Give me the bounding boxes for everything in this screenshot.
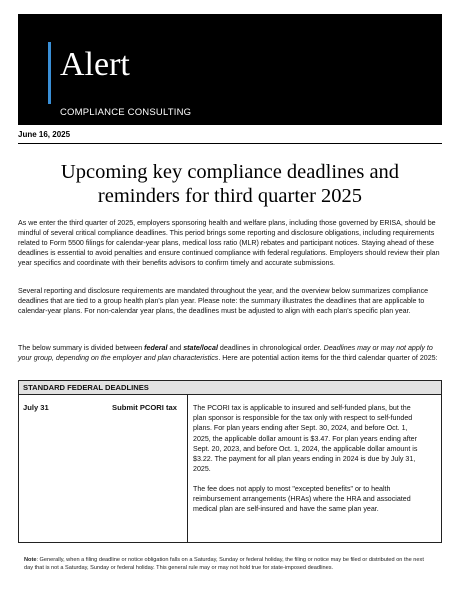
note-label: Note bbox=[24, 557, 37, 563]
deadline-item: Submit PCORI tax bbox=[112, 403, 177, 412]
intro-paragraph: As we enter the third quarter of 2025, employers sponsoring health and welfare plans, including those governed by ERISA, should be mindful of several critical compliance deadlines. This period brings some reporting and disclosure obligations, including requirements related to Form 5500 filings for calendar-year plans, medical loss ratio (MLR) rebates and participant notices. Staying ahead of these deadlines is essential to avoid penalties and ensure continued compliance with federal regulations. Employers should review their plan year specifics and coordinate with their benefits advisors to confirm timely and accurate submissions. bbox=[18, 219, 440, 267]
state-local-emphasis: state/local bbox=[183, 344, 218, 352]
deadline-date: July 31 bbox=[23, 403, 49, 412]
footnote bbox=[24, 556, 434, 572]
accent-bar bbox=[48, 42, 51, 104]
alert-banner bbox=[18, 14, 442, 125]
table-row bbox=[19, 395, 441, 542]
table-header bbox=[19, 381, 441, 395]
federal-emphasis: federal bbox=[144, 344, 168, 352]
divider bbox=[18, 143, 442, 144]
summary-italic: Deadlines may or may not apply to your group, depending on the employer and plan characteristics bbox=[18, 344, 433, 362]
summary-paragraph bbox=[18, 343, 442, 363]
description-paragraph: The fee does not apply to most "excepted benefits" or to health reimbursement arrangements (HRAs) where the HRA and associated medical plan are self-insured and have the same plan year. bbox=[193, 485, 411, 514]
summary-text: deadlines in chronological order. bbox=[217, 344, 324, 352]
deadline-description bbox=[187, 395, 443, 542]
overview-paragraph: Several reporting and disclosure requirements are mandated throughout the year, and the overview below summarizes compliance deadlines that are tied to a group health plan's plan year. Please note: the summary illustrates the deadlines that are applicable to calendar-year plans. For non-calendar year plans, the deadlines must be adjusted to align with each plan's specific plan year. bbox=[18, 287, 429, 315]
note-text: : Generally, when a filing deadline or notice obligation falls on a Saturday, Sunday or federal holiday, the filing or notice may be filed or distributed on the next day that is not a Saturday, Sunday or federal holiday. This general rule may or may not hold true for state-imposed deadlines. bbox=[24, 557, 424, 571]
deadlines-table bbox=[18, 380, 442, 543]
publication-date: June 16, 2025 bbox=[18, 130, 71, 139]
summary-text: and bbox=[167, 344, 184, 352]
description-paragraph: The PCORI tax is applicable to insured and self-funded plans, but the plan sponsor is responsible for the tax only with respect to self-funded plans. For plan years ending after Sept. 30, 2024, and before Oct. 1, 2025, the applicable dollar amount is $3.47. For plan years ending after Sept. 20, 2023, and before Oct. 1, 2024, the applicable dollar amount is $3.22. The payment for all plan years ending in 2024 is due by July 31, 2025. bbox=[193, 404, 418, 474]
page-title: Upcoming key compliance deadlines and reminders for third quarter 2025 bbox=[60, 161, 400, 207]
banner-title: Alert bbox=[60, 46, 130, 83]
banner-subtitle: COMPLIANCE CONSULTING bbox=[60, 107, 192, 118]
summary-text: The below summary is divided between bbox=[18, 344, 145, 352]
summary-text: . Here are potential action items for the third calendar quarter of 2025: bbox=[218, 354, 438, 362]
table-header-label: STANDARD FEDERAL DEADLINES bbox=[23, 383, 149, 392]
